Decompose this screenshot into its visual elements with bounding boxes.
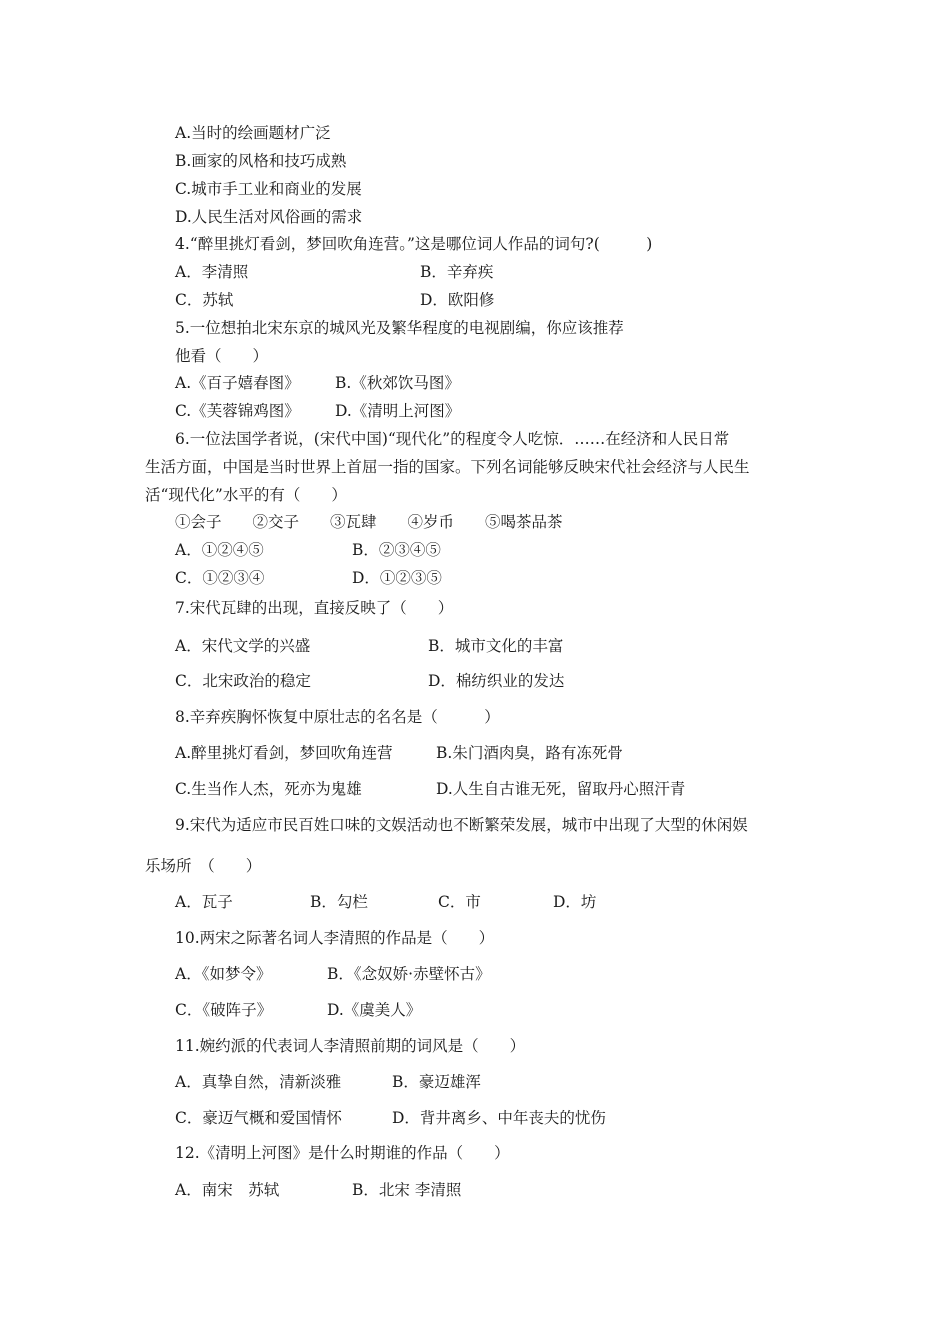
q6-items: ①会子 ②交子 ③瓦肆 ④岁币 ⑤喝茶品茶 [175, 513, 563, 531]
q5-stem-line1: 5.一位想拍北宋东京的城风光及繁华程度的电视剧编，你应该推荐 [175, 319, 624, 337]
q4-stem: 4.“醉里挑灯看剑，梦回吹角连营。”这是哪位词人作品的词句?( ) [175, 235, 653, 253]
q6-stem-line2: 生活方面，中国是当时世界上首屈一指的国家。下列名词能够反映宋代社会经济与人民生 [145, 458, 750, 476]
q12-stem: 12.《清明上河图》是什么时期谁的作品（ ） [175, 1144, 510, 1162]
q9-option-c: C．市 [438, 893, 481, 911]
q12-option-a: A．南宋 苏轼 [175, 1181, 280, 1199]
q6-option-d: D．①②③⑤ [352, 569, 442, 587]
q5-option-d: D.《清明上河图》 [335, 402, 461, 420]
q10-option-b: B．《念奴娇·赤壁怀古》 [327, 965, 491, 983]
q10-option-a: A．《如梦令》 [175, 965, 272, 983]
q9-option-a: A．瓦子 [175, 893, 233, 911]
q9-stem-line1: 9.宋代为适应市民百姓口味的文娱活动也不断繁荣发展，城市中出现了大型的休闲娱 [175, 816, 748, 834]
q6-option-a: A．①②④⑤ [175, 541, 264, 559]
q11-option-a: A．真挚自然，清新淡雅 [175, 1073, 342, 1091]
q4-option-a: A．李清照 [175, 263, 249, 281]
q7-option-b: B．城市文化的丰富 [428, 637, 564, 655]
q11-option-c: C．豪迈气概和爱国情怀 [175, 1109, 342, 1127]
q10-stem: 10.两宋之际著名词人李清照的作品是（ ） [175, 929, 495, 947]
q7-option-a: A．宋代文学的兴盛 [175, 637, 311, 655]
q8-option-d: D.人生自古谁无死，留取丹心照汗青 [436, 780, 686, 798]
q4-option-c: C．苏轼 [175, 291, 234, 309]
q3-option-a: A.当时的绘画题材广泛 [175, 124, 331, 142]
q5-option-c: C.《芙蓉锦鸡图》 [175, 402, 300, 420]
q8-option-a: A.醉里挑灯看剑，梦回吹角连营 [175, 744, 393, 762]
q6-stem-line1: 6.一位法国学者说，(宋代中国)“现代化”的程度令人吃惊．……在经济和人民日常 [175, 430, 730, 448]
q5-stem-line2: 他看（ ） [175, 347, 269, 365]
q10-option-c: C．《破阵子》 [175, 1001, 273, 1019]
q3-option-b: B.画家的风格和技巧成熟 [175, 152, 347, 170]
q5-option-a: A.《百子嬉春图》 [175, 374, 300, 392]
q9-stem-line2: 乐场所 （ ） [145, 857, 262, 875]
q5-option-b: B.《秋郊饮马图》 [335, 374, 460, 392]
q8-option-b: B.朱门酒肉臭，路有冻死骨 [436, 744, 623, 762]
q9-option-b: B．勾栏 [310, 893, 368, 911]
q3-option-c: C.城市手工业和商业的发展 [175, 180, 362, 198]
q7-option-c: C．北宋政治的稳定 [175, 672, 311, 690]
q7-option-d: D．棉纺织业的发达 [428, 672, 565, 690]
q11-option-d: D．背井离乡、中年丧夫的忧伤 [392, 1109, 606, 1127]
q11-stem: 11.婉约派的代表词人李清照前期的词风是（ ） [175, 1037, 526, 1055]
q8-stem: 8.辛弃疾胸怀恢复中原壮志的名名是（ ） [175, 708, 500, 726]
q8-option-c: C.生当作人杰，死亦为鬼雄 [175, 780, 362, 798]
q11-option-b: B．豪迈雄浑 [392, 1073, 481, 1091]
q6-option-c: C．①②③④ [175, 569, 265, 587]
q6-option-b: B．②③④⑤ [352, 541, 441, 559]
q4-option-d: D．欧阳修 [420, 291, 495, 309]
q12-option-b: B．北宋 李清照 [352, 1181, 462, 1199]
q4-option-b: B．辛弃疾 [420, 263, 494, 281]
q7-stem: 7.宋代瓦肆的出现，直接反映了（ ） [175, 599, 454, 617]
q10-option-d: D.《虞美人》 [327, 1001, 422, 1019]
q9-option-d: D．坊 [553, 893, 597, 911]
q6-stem-line3: 活“现代化”水平的有（ ） [145, 486, 347, 504]
q3-option-d: D.人民生活对风俗画的需求 [175, 208, 363, 226]
